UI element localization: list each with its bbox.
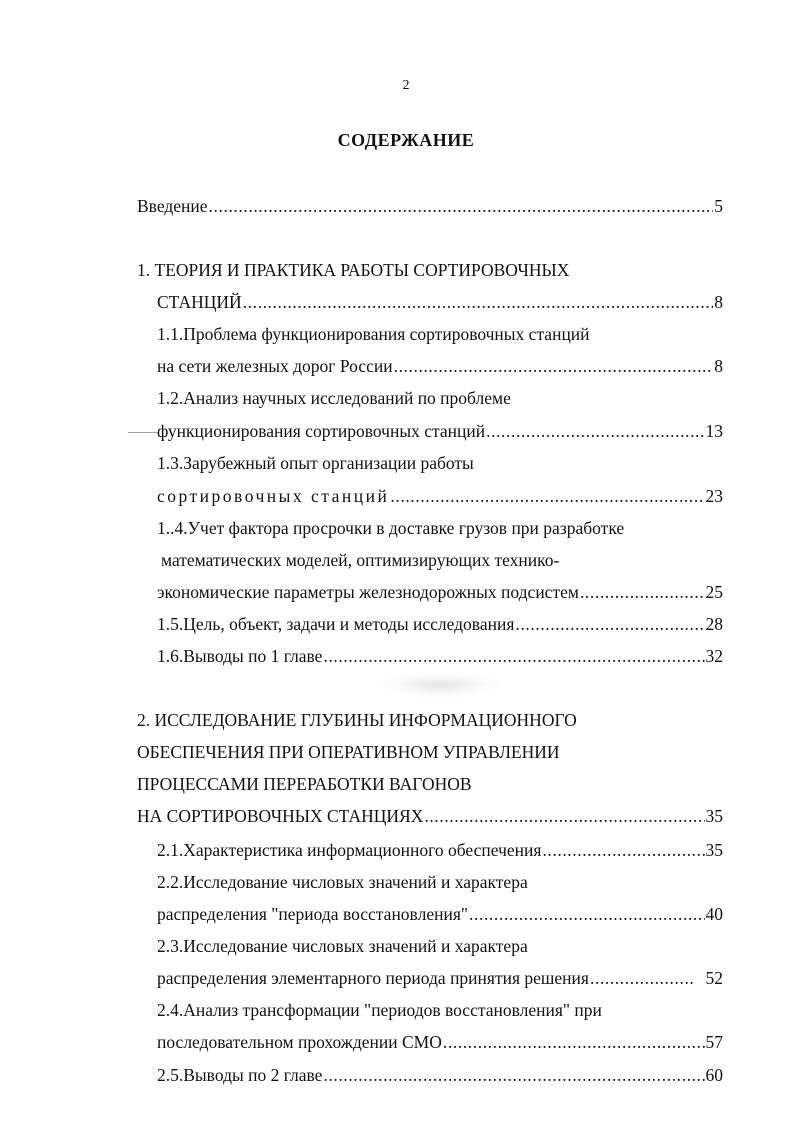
dot-leader xyxy=(469,903,704,925)
toc-entry-intro xyxy=(137,195,723,217)
toc-section-2-2 xyxy=(157,903,723,925)
toc-page-number: 28 xyxy=(705,614,723,634)
toc-chapter-1 xyxy=(157,291,723,313)
toc-page-number: 40 xyxy=(705,904,723,924)
toc-page-number: 60 xyxy=(705,1065,723,1085)
dot-leader xyxy=(443,1031,705,1053)
dot-leader xyxy=(323,645,704,667)
toc-page-number: 8 xyxy=(714,292,723,312)
toc-section-1-3 xyxy=(157,485,723,507)
toc-chapter-2-title-cont-1: ОБЕСПЕЧЕНИЯ ПРИ ОПЕРАТИВНОМ УПРАВЛЕНИИ xyxy=(137,742,560,762)
toc-entry-label: функционирования сортировочных станций xyxy=(157,421,486,441)
page-title: СОДЕРЖАНИЕ xyxy=(337,130,475,150)
toc-section-2-2-title: 2.2.Исследование числовых значений и характера xyxy=(157,872,528,892)
toc-entry-label: 1.5.Цель, объект, задачи и методы исследования xyxy=(157,614,515,634)
toc-section-1-4-title: 1..4.Учет фактора просрочки в доставке грузов при разработке xyxy=(157,518,625,538)
dot-leader xyxy=(424,805,704,827)
toc-entry-label: 2.1.Характеристика информационного обеспечения xyxy=(157,840,542,860)
toc-page-number: 13 xyxy=(705,421,723,441)
toc-entry-label: НА СОРТИРОВОЧНЫХ СТАНЦИЯХ xyxy=(137,806,424,826)
toc-section-2-3-title: 2.3.Исследование числовых значений и характера xyxy=(157,936,528,956)
toc-page-number: 8 xyxy=(714,356,723,376)
toc-section-1-1 xyxy=(157,355,723,377)
faint-stamp-mark xyxy=(380,672,500,698)
dot-leader xyxy=(394,355,714,377)
toc-chapter-2 xyxy=(137,805,723,827)
toc-chapter-2-title: 2. ИССЛЕДОВАНИЕ ГЛУБИНЫ ИНФОРМАЦИОННОГО xyxy=(137,710,577,730)
toc-entry-label: экономические параметры железнодорожных подсистем xyxy=(157,582,579,602)
toc-entry-label: Введение xyxy=(137,196,208,216)
toc-page-number: 23 xyxy=(705,486,723,506)
toc-section-2-1 xyxy=(157,839,723,861)
toc-section-1-5 xyxy=(157,613,723,635)
toc-section-1-4 xyxy=(157,581,723,603)
toc-section-1-3-title: 1.3.Зарубежный опыт организации работы xyxy=(157,453,474,473)
toc-page-number: 25 xyxy=(705,582,723,602)
toc-section-2-4 xyxy=(157,1031,723,1053)
dot-leader xyxy=(486,420,704,442)
toc-page-number: 5 xyxy=(714,196,723,216)
dot-leader xyxy=(209,195,714,217)
dot-leader xyxy=(323,1064,704,1086)
page-number: 2 xyxy=(402,78,410,93)
toc-entry-label: распределения "периода восстановления" xyxy=(157,904,469,924)
toc-section-2-3 xyxy=(157,967,723,989)
toc-entry-label: 1.6.Выводы по 1 главе xyxy=(157,646,323,666)
toc-entry-label: СТАНЦИЙ xyxy=(157,292,242,312)
toc-section-2-4-title: 2.4.Анализ трансформации "периодов восстановления" при xyxy=(157,1000,602,1020)
toc-page-number: 35 xyxy=(705,806,723,826)
toc-chapter-2-title-cont-2: ПРОЦЕССАМИ ПЕРЕРАБОТКИ ВАГОНОВ xyxy=(137,774,472,794)
toc-page-number: 35 xyxy=(705,840,723,860)
dot-leader xyxy=(390,485,704,507)
toc-section-1-2-title: 1.2.Анализ научных исследований по проблеме xyxy=(157,388,511,408)
toc-entry-label: последовательном прохождении СМО xyxy=(157,1032,442,1052)
toc-section-1-6 xyxy=(157,645,723,667)
toc-section-2-5 xyxy=(157,1064,723,1086)
toc-entry-label: 2.5.Выводы по 2 главе xyxy=(157,1065,323,1085)
dot-leader xyxy=(580,581,705,603)
toc-page-number: 32 xyxy=(705,646,723,666)
toc-section-1-2 xyxy=(157,420,723,442)
toc-section-1-4-title-cont: математических моделей, оптимизирующих технико- xyxy=(161,550,560,570)
toc-chapter-1-title: 1. ТЕОРИЯ И ПРАКТИКА РАБОТЫ СОРТИРОВОЧНЫХ xyxy=(137,260,570,280)
toc-page-number: 57 xyxy=(705,1032,723,1052)
dot-leader xyxy=(590,967,695,989)
dot-leader xyxy=(243,291,714,313)
toc-entry-label: на сети железных дорог России xyxy=(157,356,393,376)
dot-leader xyxy=(515,613,704,635)
dot-leader xyxy=(542,839,704,861)
toc-entry-label: сортировочных станций xyxy=(157,486,390,506)
toc-page-number: 52 xyxy=(705,968,723,988)
toc-section-1-1-title: 1.1.Проблема функционирования сортировочных станций xyxy=(157,324,590,344)
scan-artifact xyxy=(128,432,158,433)
toc-entry-label: распределения элементарного периода принятия решения xyxy=(157,968,589,988)
